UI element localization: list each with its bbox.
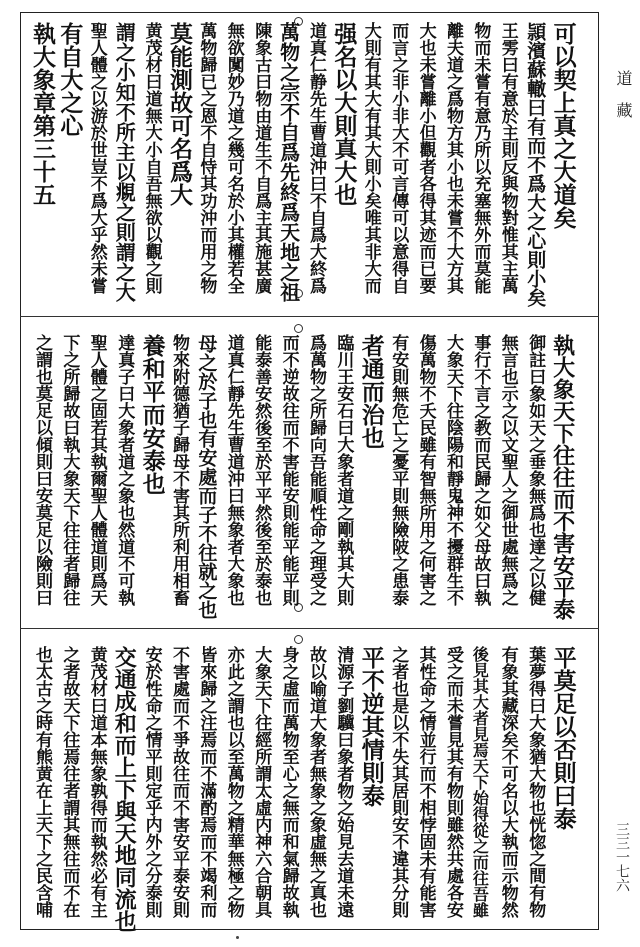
text-column: 陳象古曰物由道生不自爲主其施甚廣 [251,22,272,294]
text-column: 不害處而不爭故往而不害安平泰安則 [169,646,189,918]
page-number: 三三一七六 [614,822,630,892]
text-column: 無言也示之以文聖人之御世處無爲之 [497,334,518,606]
text-column: 聖人體之固若其執爾聖人體道則爲天 [86,334,107,606]
text-column: 强名以大則真大也 [330,22,357,206]
text-column: 母之於子也有安處而子不往就之也 [195,334,218,619]
text-column: 大象天下往陰陽和靜鬼神不擾群生不 [443,334,463,606]
text-column: 可以契上真之大道矣 [549,22,576,229]
text-column: 傷萬物不夭民雖有智無所用之何害之 [415,334,436,606]
text-column: 葉夢得曰大象猶大物也恍惚之間有物 [525,646,546,918]
text-column: 萬物之宗不自爲先終爲天地之祖 [276,22,301,302]
text-column: 道真仁靜先生曹道沖曰無象者大象也 [223,334,244,606]
text-column: 能泰善安然後至於平平然後至於泰也 [251,334,272,606]
text-column: 大則有其大有其大則小矣唯其非大而 [360,22,381,294]
text-column: 故以喻道大象者無象之象虛無之真也 [306,646,326,918]
text-column: 黄茂材曰道無大小自吾無欲以觀之則 [141,22,162,294]
text-column: 下之所歸故曰執大象天下往往者歸往 [59,334,80,606]
binding-hole-icon [294,635,303,644]
text-column: 亦此之謂也以至萬物之精華無極之物 [223,646,244,918]
text-column: 道真仁静先生曹道沖曰不自爲大終爲 [306,22,326,294]
text-column: 謂之小知不所主以覜之則謂之大 [112,22,137,302]
text-column: 無欲闃妙乃道之幾可名於小其權若全 [223,22,244,294]
text-column: 萬物歸已之恩不自恃其功沖而用之物 [196,22,217,294]
text-column: 之者也是以不失其居則安不違其分則 [388,646,409,918]
panel-divider [20,316,599,317]
text-column: 平莫足以否則曰泰 [549,646,576,830]
text-column: 後見其大者見焉天下始得從之而往吾雖 [470,646,490,918]
binding-hole-icon [294,324,303,333]
text-column: 御註曰象如天之垂象無爲也達之以健 [525,334,546,606]
text-column: 安於性命之情平則定乎内外之分泰則 [141,646,162,918]
text-column: 爲萬物之所歸向吾能順性命之理受之 [306,334,326,606]
text-column: 執大象天下往往而不害安平泰 [549,334,575,620]
text-column: 莫能測故可名爲大 [166,22,192,206]
page-dot [236,936,239,939]
text-column: 事行不言之教而民歸之如父母故曰執 [470,334,491,606]
text-column: 之謂也莫足以傾則曰安莫足以險則曰 [32,334,52,606]
text-column: 皆來歸之注焉而不滿酌焉而不竭利而 [196,646,217,918]
text-column: 而言之非小非大不可言傳可以意得自 [388,22,409,294]
text-column: 執大象章第三十五 [29,22,55,206]
text-column: 身之虛而萬物至心之無而和氣歸故執 [278,646,299,918]
text-column: 也太古之時有熊黄在上天下之民含哺 [32,646,52,918]
text-column: 有象其藏深矣不可名以大執而示物然 [497,646,518,918]
text-column: 離夫道之爲物方其小也未嘗不大方其 [443,22,463,294]
text-column: 王雱曰有意於主則反與物對惟其主萬 [497,22,518,294]
text-column: 物來附德猶子歸母不害其所利用相畜 [169,334,189,606]
text-column: 臨川王安石曰大象者道之剛執其大則 [333,334,354,606]
text-column: 而不逆故往而不害能安則能平能平則 [278,334,299,606]
text-column: 受之而未嘗見其有物則雖然共處各安 [443,646,463,918]
text-column: 大象天下往經所謂太虛内神六合朝具 [251,646,272,918]
text-column: 大也未嘗離小但觀者各得其迹而已要 [415,22,436,294]
text-column: 黄茂材曰道本無象孰得而執然必有主 [86,646,107,918]
text-column: 有自大之心 [56,22,83,137]
text-column: 者通而治也 [357,334,384,449]
text-column: 養和平而安泰也 [138,334,165,495]
text-column: 之者故天下往焉往者謂其無往而不在 [59,646,80,918]
text-column: 物而未嘗有意乃所以充塞無外而莫能 [470,22,491,294]
text-column: 頴濱蘇轍曰有而不爲大之心則小矣 [524,22,547,307]
text-column: 交通成和而上下與天地同流也 [111,646,137,932]
margin-title: 道 藏 [614,70,633,118]
text-column: 聖人體之以游於世豈不爲大乎然未嘗 [86,22,107,294]
text-column: 其性命之情並行而不相悖固未有能害 [415,646,436,918]
text-column: 達真子曰大象者道之象也然道不可執 [114,334,135,606]
panel-divider [20,628,599,629]
text-column: 有安則無危亡之憂平則無險陂之患泰 [388,334,409,606]
text-column: 清源子劉驥曰象者物之始見去道未遠 [333,646,354,918]
text-column: 平不逆其情則泰 [357,646,384,807]
